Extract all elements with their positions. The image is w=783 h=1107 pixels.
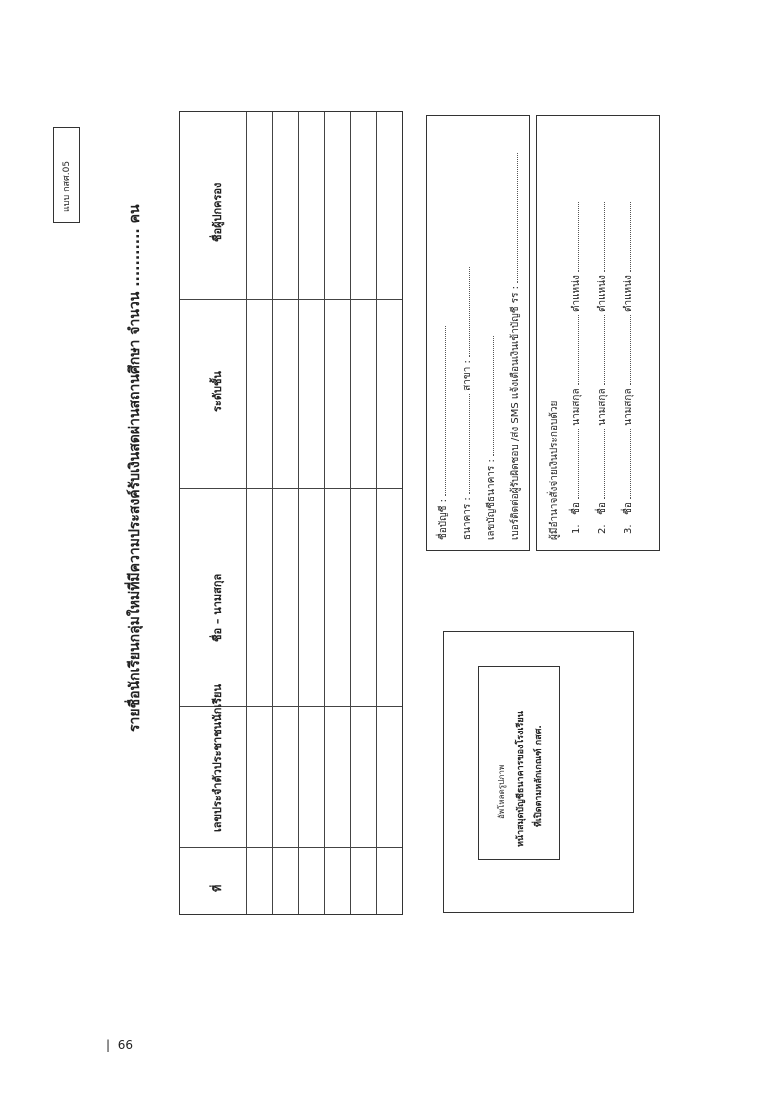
page-title: รายชื่อนักเรียนกลุ่มใหม่ที่มีความประสงค์รับเงินสดผ่านสถานศึกษา จำนวน ........... คน [127,204,143,732]
approver-row: 3. ชื่อ นามสกุล ตำแหน่ง [621,202,636,534]
column-divider [180,488,402,489]
page-number-value: 66 [117,1038,133,1052]
branch-label: สาขา : [462,360,473,391]
header-no: ที่ [211,884,224,892]
contact-field [508,153,523,540]
account-name-field [436,326,451,540]
account-number-blank [485,336,494,456]
contact-blank [509,153,518,283]
contact-label: เบอร์ติดต่อผู้รับผิดชอบ /ส่ง SMS แจ้งเตือนเงินเข้าบัญชี รร : [510,286,521,540]
table-row [272,112,273,914]
table-header-separator [246,112,247,914]
column-divider [180,847,402,848]
page-number [106,1038,133,1052]
student-table [179,111,403,915]
photo-outer-box [443,631,634,913]
header-citizen-id: เลขประจำตัวประชาชนนักเรียน [211,683,224,832]
approver-row: 1. ชื่อ นามสกุล ตำแหน่ง [569,202,584,534]
form-code: แบบ กสศ.05 [62,160,72,212]
page-separator: | [106,1038,111,1052]
account-name-blank [437,326,446,496]
header-guardian: ชื่อผู้ปกครอง [211,182,224,242]
criteria-line: ที่เปิดตามหลักเกณฑ์ กสศ. [534,725,544,827]
account-name-label: ชื่อบัญชี : [438,499,449,540]
table-row [324,112,325,914]
approvers-box [536,115,660,551]
bank-blank [461,394,470,494]
passbook-line: หน้าสมุดบัญชีธนาคารของโรงเรียน [516,711,526,847]
form-code-box [53,127,80,223]
bank-label: ธนาคาร : [462,497,473,540]
account-number-field [484,336,499,540]
table-row [298,112,299,914]
table-row [350,112,351,914]
upload-instruction: อัพโหลดรูปภาพ [497,764,506,819]
photo-upload-box[interactable] [478,666,560,860]
header-name: ชื่อ – นามสกุล [211,573,224,642]
bank-info-box [426,115,530,551]
account-number-label: เลขบัญชีธนาคาร : [486,459,497,540]
bank-field [460,267,475,540]
header-grade: ระดับชั้น [211,371,224,412]
table-row [376,112,377,914]
approver-row: 2. ชื่อ นามสกุล ตำแหน่ง [595,202,610,534]
approvers-heading: ผู้มีอำนาจสั่งจ่ายเงินประกอบด้วย [549,400,560,540]
branch-blank [461,267,470,357]
column-divider [180,299,402,300]
